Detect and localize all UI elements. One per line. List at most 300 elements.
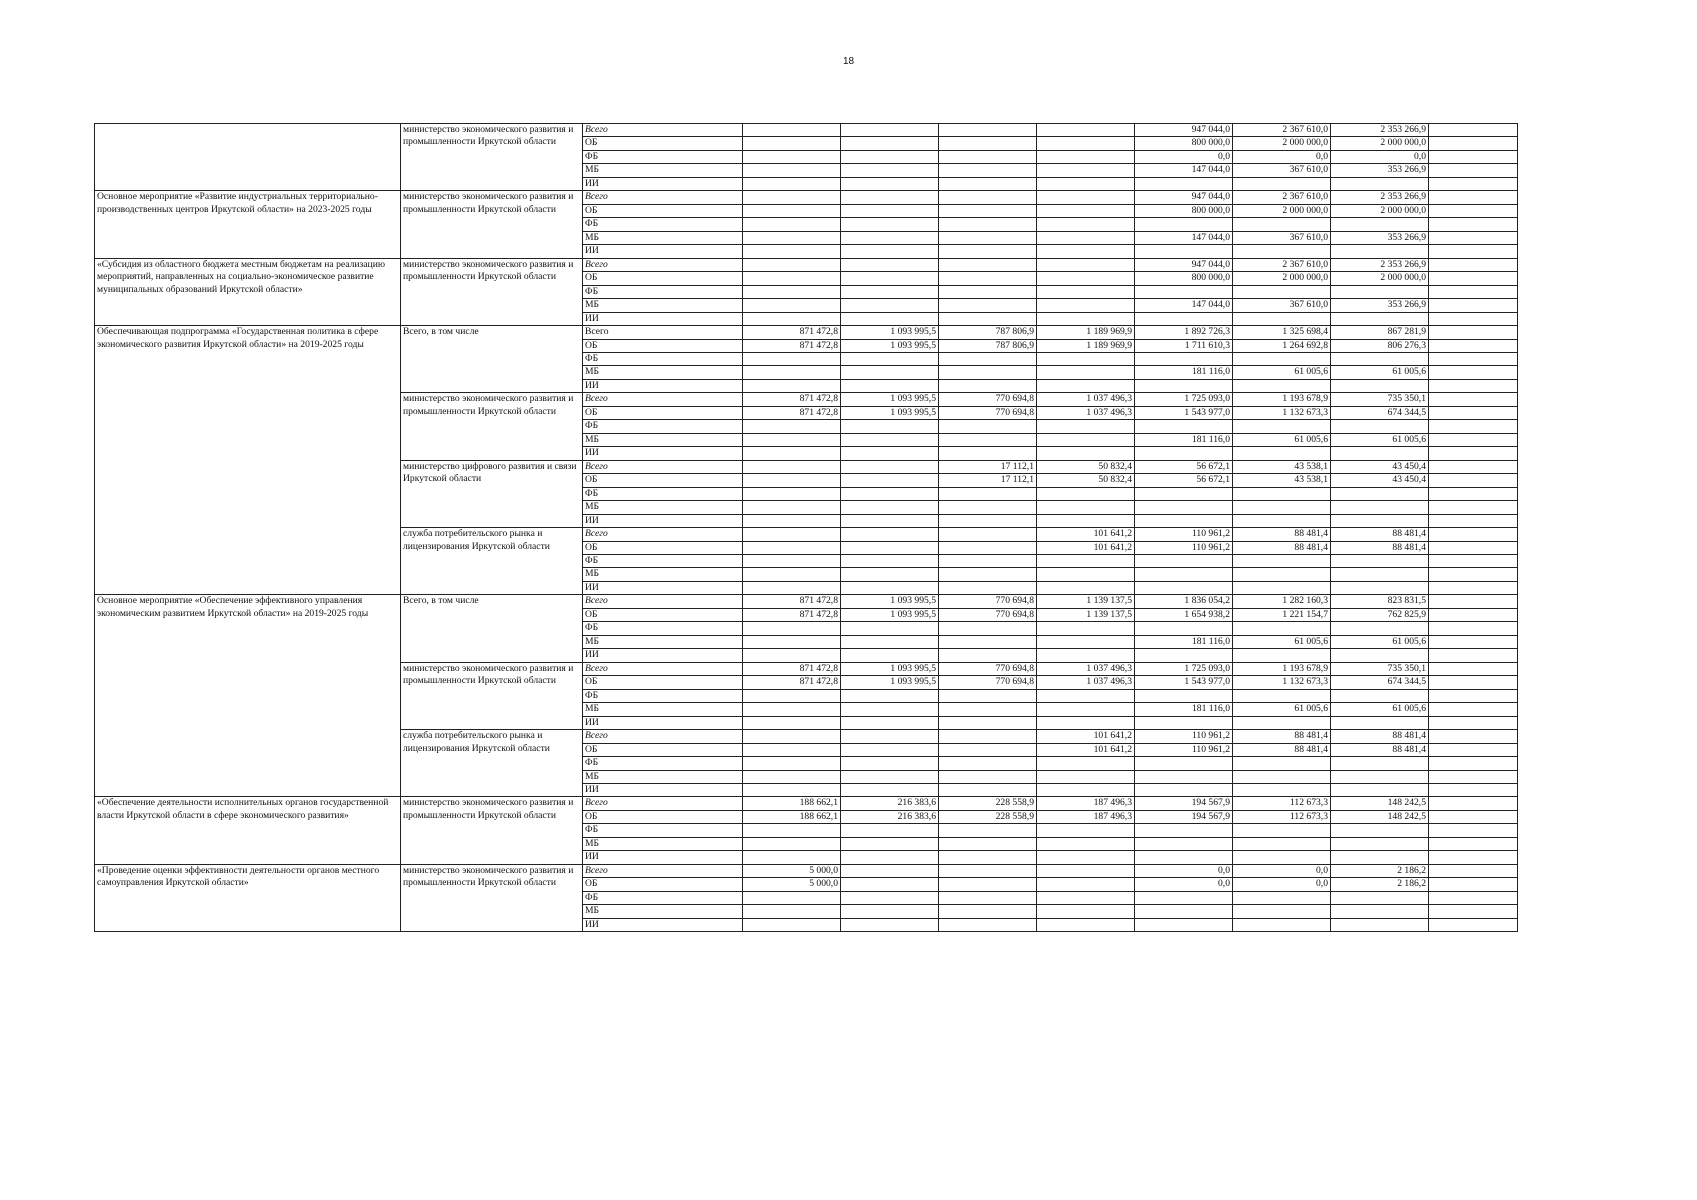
amount-cell — [1037, 245, 1135, 258]
amount-cell: 367 610,0 — [1233, 164, 1331, 177]
amount-cell — [1037, 218, 1135, 231]
funding-source-cell: ОБ — [583, 810, 743, 823]
table-row — [95, 864, 1518, 877]
amount-cell — [939, 555, 1037, 568]
amount-cell — [1331, 770, 1429, 783]
amount-cell — [1135, 555, 1233, 568]
amount-cell — [939, 905, 1037, 918]
amount-cell — [1135, 757, 1233, 770]
amount-cell — [1233, 757, 1331, 770]
amount-cell — [841, 204, 939, 217]
amount-cell — [1429, 716, 1518, 729]
amount-cell — [1037, 204, 1135, 217]
amount-cell — [743, 730, 841, 743]
funding-source-cell: Всего — [583, 797, 743, 810]
amount-cell — [743, 204, 841, 217]
amount-cell: 0,0 — [1135, 150, 1233, 163]
amount-cell: 88 481,4 — [1233, 528, 1331, 541]
amount-cell — [1135, 352, 1233, 365]
amount-cell — [1233, 177, 1331, 190]
amount-cell: 216 383,6 — [841, 797, 939, 810]
amount-cell: 871 472,8 — [743, 676, 841, 689]
amount-cell — [841, 474, 939, 487]
amount-cell — [743, 716, 841, 729]
amount-cell — [743, 420, 841, 433]
amount-cell — [1135, 824, 1233, 837]
amount-cell: 110 961,2 — [1135, 743, 1233, 756]
amount-cell — [1429, 595, 1518, 608]
amount-cell — [1037, 258, 1135, 271]
amount-cell — [743, 124, 841, 137]
amount-cell — [1037, 905, 1135, 918]
amount-cell — [1429, 662, 1518, 675]
amount-cell — [1135, 891, 1233, 904]
amount-cell — [1037, 352, 1135, 365]
amount-cell — [939, 231, 1037, 244]
amount-cell — [939, 137, 1037, 150]
amount-cell — [939, 918, 1037, 931]
amount-cell: 61 005,6 — [1331, 703, 1429, 716]
amount-cell: 194 567,9 — [1135, 810, 1233, 823]
amount-cell — [1331, 352, 1429, 365]
amount-cell — [743, 689, 841, 702]
amount-cell: 1 093 995,5 — [841, 608, 939, 621]
amount-cell: 17 112,1 — [939, 460, 1037, 473]
amount-cell — [939, 851, 1037, 864]
amount-cell — [841, 864, 939, 877]
funding-source-cell: ОБ — [583, 137, 743, 150]
table-row — [95, 595, 1518, 608]
amount-cell — [743, 191, 841, 204]
program-name-cell: «Субсидия из областного бюджета местным бюджетам на реализацию мероприятий, направленных на социально-экономическое развитие муниципальных образований Иркутской области» — [95, 258, 401, 325]
amount-cell — [1037, 379, 1135, 392]
amount-cell — [939, 783, 1037, 796]
amount-cell: 43 538,1 — [1233, 460, 1331, 473]
amount-cell — [743, 258, 841, 271]
amount-cell — [1429, 581, 1518, 594]
amount-cell: 5 000,0 — [743, 878, 841, 891]
amount-cell — [1233, 716, 1331, 729]
funding-source-cell: МБ — [583, 837, 743, 850]
funding-source-cell: ИИ — [583, 649, 743, 662]
amount-cell — [1037, 837, 1135, 850]
amount-cell: 1 725 093,0 — [1135, 393, 1233, 406]
amount-cell: 947 044,0 — [1135, 124, 1233, 137]
amount-cell: 1 139 137,5 — [1037, 608, 1135, 621]
amount-cell — [841, 918, 939, 931]
amount-cell — [939, 528, 1037, 541]
program-name-cell: «Проведение оценки эффективности деятельности органов местного самоуправления Иркутской области» — [95, 864, 401, 931]
funding-source-cell: МБ — [583, 299, 743, 312]
amount-cell — [939, 541, 1037, 554]
amount-cell — [743, 757, 841, 770]
amount-cell — [743, 622, 841, 635]
amount-cell: 101 641,2 — [1037, 730, 1135, 743]
funding-source-cell: ФБ — [583, 150, 743, 163]
amount-cell: 0,0 — [1135, 878, 1233, 891]
amount-cell — [1037, 824, 1135, 837]
amount-cell — [1331, 285, 1429, 298]
amount-cell — [841, 379, 939, 392]
amount-cell — [939, 124, 1037, 137]
amount-cell — [939, 177, 1037, 190]
amount-cell: 800 000,0 — [1135, 137, 1233, 150]
funding-source-cell: ИИ — [583, 851, 743, 864]
amount-cell: 88 481,4 — [1233, 730, 1331, 743]
amount-cell — [743, 474, 841, 487]
amount-cell — [939, 352, 1037, 365]
amount-cell — [1233, 770, 1331, 783]
amount-cell — [1135, 622, 1233, 635]
amount-cell — [1429, 689, 1518, 702]
amount-cell — [841, 891, 939, 904]
amount-cell: 61 005,6 — [1233, 635, 1331, 648]
amount-cell — [1233, 555, 1331, 568]
amount-cell — [1037, 918, 1135, 931]
amount-cell: 181 116,0 — [1135, 703, 1233, 716]
amount-cell — [841, 501, 939, 514]
amount-cell: 0,0 — [1233, 864, 1331, 877]
amount-cell — [939, 770, 1037, 783]
amount-cell: 101 641,2 — [1037, 743, 1135, 756]
responsible-executor-cell: министерство экономического развития и промышленности Иркутской области — [401, 662, 583, 729]
funding-source-cell: ОБ — [583, 878, 743, 891]
amount-cell — [1233, 447, 1331, 460]
amount-cell — [1037, 635, 1135, 648]
amount-cell — [841, 528, 939, 541]
amount-cell: 1 093 995,5 — [841, 393, 939, 406]
amount-cell: 1 654 938,2 — [1135, 608, 1233, 621]
amount-cell: 770 694,8 — [939, 393, 1037, 406]
amount-cell — [1429, 272, 1518, 285]
amount-cell — [1037, 487, 1135, 500]
amount-cell — [1331, 649, 1429, 662]
amount-cell — [939, 379, 1037, 392]
funding-source-cell: ОБ — [583, 676, 743, 689]
amount-cell: 181 116,0 — [1135, 433, 1233, 446]
amount-cell — [1037, 716, 1135, 729]
table-row — [95, 326, 1518, 339]
amount-cell — [1429, 326, 1518, 339]
funding-source-cell: ФБ — [583, 555, 743, 568]
table-row — [95, 124, 1518, 137]
amount-cell: 674 344,5 — [1331, 676, 1429, 689]
amount-cell — [743, 501, 841, 514]
amount-cell: 674 344,5 — [1331, 406, 1429, 419]
amount-cell — [1331, 218, 1429, 231]
amount-cell — [1037, 783, 1135, 796]
amount-cell — [1331, 514, 1429, 527]
amount-cell — [939, 258, 1037, 271]
amount-cell: 367 610,0 — [1233, 299, 1331, 312]
funding-source-cell: ОБ — [583, 272, 743, 285]
amount-cell — [1037, 285, 1135, 298]
amount-cell — [841, 837, 939, 850]
amount-cell — [743, 460, 841, 473]
amount-cell — [1429, 379, 1518, 392]
amount-cell: 50 832,4 — [1037, 474, 1135, 487]
amount-cell — [1037, 568, 1135, 581]
amount-cell — [1429, 352, 1518, 365]
amount-cell — [1135, 285, 1233, 298]
amount-cell — [743, 635, 841, 648]
amount-cell — [1233, 581, 1331, 594]
amount-cell — [1429, 406, 1518, 419]
amount-cell — [1037, 770, 1135, 783]
responsible-executor-cell: министерство экономического развития и промышленности Иркутской области — [401, 797, 583, 864]
funding-source-cell: МБ — [583, 366, 743, 379]
amount-cell — [1233, 783, 1331, 796]
amount-cell — [1135, 905, 1233, 918]
amount-cell: 148 242,5 — [1331, 810, 1429, 823]
amount-cell — [1331, 487, 1429, 500]
amount-cell: 228 558,9 — [939, 810, 1037, 823]
amount-cell — [1233, 420, 1331, 433]
amount-cell — [1037, 366, 1135, 379]
amount-cell — [841, 420, 939, 433]
funding-source-cell: Всего — [583, 191, 743, 204]
amount-cell — [743, 312, 841, 325]
amount-cell: 2 000 000,0 — [1233, 204, 1331, 217]
amount-cell — [939, 635, 1037, 648]
amount-cell: 871 472,8 — [743, 595, 841, 608]
amount-cell — [939, 299, 1037, 312]
amount-cell: 0,0 — [1233, 150, 1331, 163]
amount-cell: 1 037 496,3 — [1037, 393, 1135, 406]
amount-cell: 147 044,0 — [1135, 164, 1233, 177]
amount-cell — [1331, 420, 1429, 433]
amount-cell — [939, 703, 1037, 716]
amount-cell — [743, 528, 841, 541]
amount-cell — [939, 204, 1037, 217]
amount-cell — [841, 730, 939, 743]
amount-cell — [743, 150, 841, 163]
amount-cell — [743, 164, 841, 177]
amount-cell — [1429, 514, 1518, 527]
funding-source-cell: ОБ — [583, 406, 743, 419]
amount-cell: 1 264 692,8 — [1233, 339, 1331, 352]
responsible-executor-cell: служба потребительского рынка и лицензирования Иркутской области — [401, 730, 583, 797]
amount-cell — [1429, 150, 1518, 163]
funding-source-cell: ФБ — [583, 285, 743, 298]
amount-cell: 61 005,6 — [1233, 433, 1331, 446]
amount-cell — [1135, 581, 1233, 594]
amount-cell — [743, 568, 841, 581]
funding-source-cell: ФБ — [583, 824, 743, 837]
amount-cell — [1037, 420, 1135, 433]
amount-cell — [939, 285, 1037, 298]
amount-cell — [1331, 689, 1429, 702]
amount-cell — [1135, 689, 1233, 702]
amount-cell: 17 112,1 — [939, 474, 1037, 487]
amount-cell — [1233, 312, 1331, 325]
amount-cell — [1037, 649, 1135, 662]
amount-cell — [1233, 352, 1331, 365]
amount-cell — [841, 177, 939, 190]
amount-cell — [1037, 150, 1135, 163]
amount-cell — [1135, 218, 1233, 231]
amount-cell — [1331, 918, 1429, 931]
amount-cell — [841, 743, 939, 756]
funding-source-cell: ИИ — [583, 312, 743, 325]
amount-cell — [743, 487, 841, 500]
amount-cell: 147 044,0 — [1135, 231, 1233, 244]
amount-cell — [1135, 420, 1233, 433]
amount-cell — [743, 824, 841, 837]
funding-source-cell: ИИ — [583, 379, 743, 392]
amount-cell — [743, 837, 841, 850]
page-number: 18 — [842, 56, 855, 67]
amount-cell — [1233, 245, 1331, 258]
amount-cell: 1 189 969,9 — [1037, 326, 1135, 339]
amount-cell — [1331, 757, 1429, 770]
amount-cell — [1331, 177, 1429, 190]
amount-cell — [939, 420, 1037, 433]
amount-cell: 867 281,9 — [1331, 326, 1429, 339]
amount-cell — [1037, 231, 1135, 244]
amount-cell: 2 000 000,0 — [1331, 204, 1429, 217]
amount-cell — [743, 541, 841, 554]
amount-cell — [1429, 124, 1518, 137]
amount-cell: 188 662,1 — [743, 810, 841, 823]
amount-cell — [939, 164, 1037, 177]
amount-cell — [841, 649, 939, 662]
table-row — [95, 797, 1518, 810]
amount-cell: 1 543 977,0 — [1135, 406, 1233, 419]
amount-cell — [939, 191, 1037, 204]
amount-cell — [1429, 608, 1518, 621]
amount-cell — [939, 743, 1037, 756]
amount-cell — [1331, 622, 1429, 635]
amount-cell — [1233, 891, 1331, 904]
amount-cell: 353 266,9 — [1331, 231, 1429, 244]
amount-cell — [1429, 433, 1518, 446]
amount-cell: 1 193 678,9 — [1233, 662, 1331, 675]
amount-cell: 353 266,9 — [1331, 299, 1429, 312]
amount-cell — [1429, 231, 1518, 244]
amount-cell — [1429, 810, 1518, 823]
amount-cell — [1429, 918, 1518, 931]
funding-source-cell: ФБ — [583, 622, 743, 635]
program-name-cell: Обеспечивающая подпрограмма «Государственная политика в сфере экономического развития Иркутской области» на 2019-2025 годы — [95, 326, 401, 595]
amount-cell — [841, 689, 939, 702]
amount-cell — [1429, 555, 1518, 568]
amount-cell — [1429, 757, 1518, 770]
amount-cell — [841, 851, 939, 864]
amount-cell — [1429, 824, 1518, 837]
amount-cell — [1037, 164, 1135, 177]
amount-cell: 88 481,4 — [1233, 541, 1331, 554]
amount-cell — [1429, 420, 1518, 433]
amount-cell: 56 672,1 — [1135, 460, 1233, 473]
funding-source-cell: ОБ — [583, 204, 743, 217]
amount-cell — [1135, 568, 1233, 581]
amount-cell — [1233, 649, 1331, 662]
amount-cell — [743, 783, 841, 796]
amount-cell — [1135, 447, 1233, 460]
amount-cell: 1 282 160,3 — [1233, 595, 1331, 608]
amount-cell — [841, 622, 939, 635]
funding-source-cell: МБ — [583, 703, 743, 716]
amount-cell — [743, 272, 841, 285]
amount-cell — [939, 312, 1037, 325]
funding-source-cell: ФБ — [583, 757, 743, 770]
amount-cell — [743, 743, 841, 756]
amount-cell — [841, 703, 939, 716]
amount-cell: 5 000,0 — [743, 864, 841, 877]
budget-table — [94, 123, 1518, 932]
funding-source-cell: ОБ — [583, 541, 743, 554]
amount-cell: 1 189 969,9 — [1037, 339, 1135, 352]
amount-cell — [1135, 649, 1233, 662]
amount-cell — [743, 581, 841, 594]
amount-cell — [841, 258, 939, 271]
amount-cell — [939, 245, 1037, 258]
amount-cell — [1037, 514, 1135, 527]
funding-source-cell: МБ — [583, 164, 743, 177]
funding-source-cell: ОБ — [583, 608, 743, 621]
amount-cell — [939, 649, 1037, 662]
funding-source-cell: Всего — [583, 528, 743, 541]
amount-cell — [1429, 285, 1518, 298]
amount-cell — [841, 218, 939, 231]
amount-cell — [841, 635, 939, 648]
amount-cell — [1429, 649, 1518, 662]
amount-cell — [841, 352, 939, 365]
responsible-executor-cell: министерство экономического развития и промышленности Иркутской области — [401, 258, 583, 325]
amount-cell: 1 093 995,5 — [841, 595, 939, 608]
amount-cell — [743, 770, 841, 783]
amount-cell: 2 367 610,0 — [1233, 124, 1331, 137]
funding-source-cell: МБ — [583, 568, 743, 581]
amount-cell — [1233, 824, 1331, 837]
amount-cell — [1429, 905, 1518, 918]
funding-source-cell: Всего — [583, 124, 743, 137]
amount-cell — [1429, 797, 1518, 810]
funding-source-cell: ИИ — [583, 918, 743, 931]
amount-cell — [743, 366, 841, 379]
amount-cell — [841, 460, 939, 473]
amount-cell: 88 481,4 — [1331, 730, 1429, 743]
amount-cell — [841, 285, 939, 298]
responsible-executor-cell: служба потребительского рынка и лицензирования Иркутской области — [401, 528, 583, 595]
amount-cell — [1037, 299, 1135, 312]
amount-cell — [1429, 339, 1518, 352]
amount-cell — [841, 568, 939, 581]
amount-cell — [939, 757, 1037, 770]
amount-cell — [743, 299, 841, 312]
amount-cell — [939, 622, 1037, 635]
amount-cell: 1 093 995,5 — [841, 676, 939, 689]
amount-cell: 88 481,4 — [1233, 743, 1331, 756]
responsible-executor-cell: министерство экономического развития и промышленности Иркутской области — [401, 864, 583, 931]
amount-cell: 2 353 266,9 — [1331, 124, 1429, 137]
amount-cell: 770 694,8 — [939, 676, 1037, 689]
amount-cell — [939, 716, 1037, 729]
amount-cell: 2 000 000,0 — [1233, 137, 1331, 150]
amount-cell: 1 221 154,7 — [1233, 608, 1331, 621]
amount-cell — [1233, 487, 1331, 500]
amount-cell — [1429, 770, 1518, 783]
amount-cell — [1429, 487, 1518, 500]
funding-source-cell: МБ — [583, 635, 743, 648]
funding-source-cell: ФБ — [583, 218, 743, 231]
amount-cell: 187 496,3 — [1037, 797, 1135, 810]
amount-cell: 871 472,8 — [743, 393, 841, 406]
funding-source-cell: Всего — [583, 393, 743, 406]
amount-cell — [1429, 191, 1518, 204]
amount-cell — [1135, 770, 1233, 783]
